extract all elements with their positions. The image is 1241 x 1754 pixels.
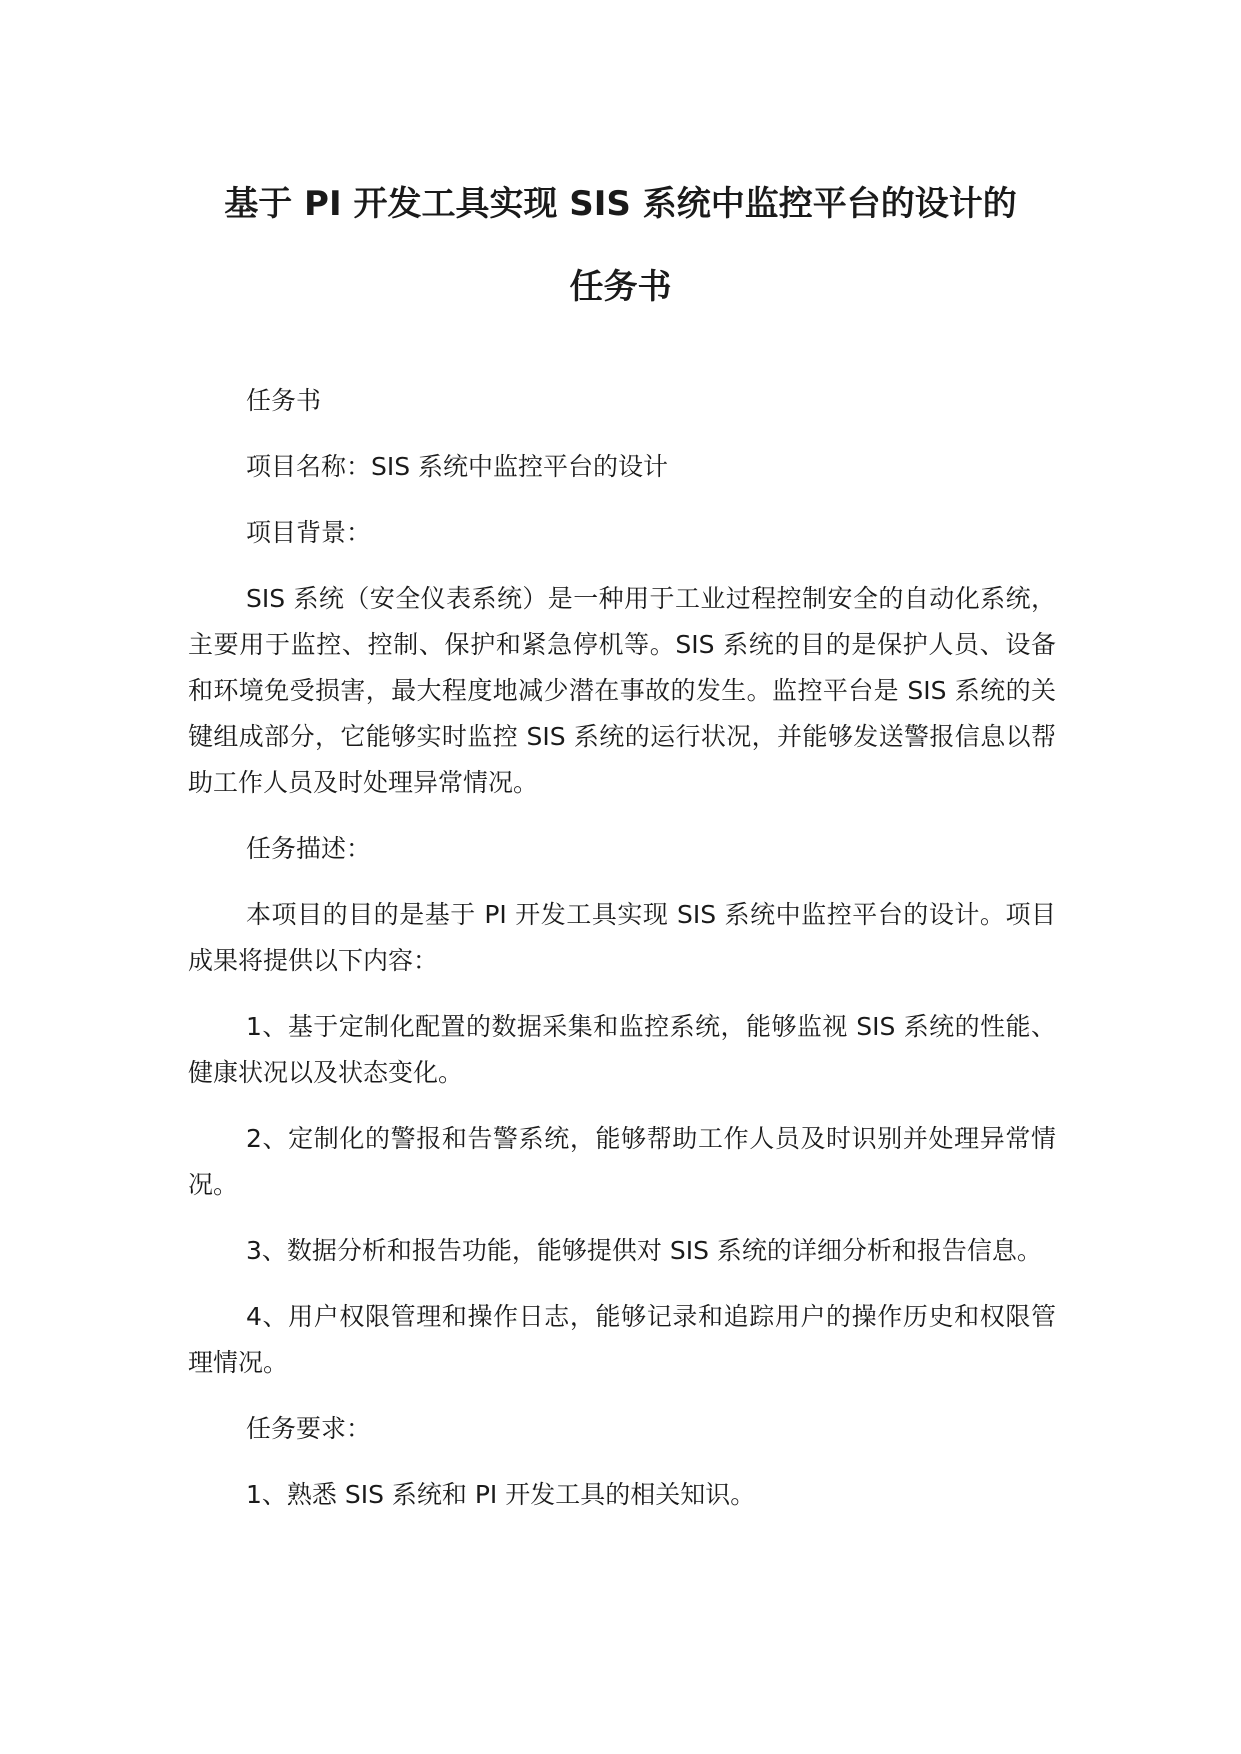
list-item-1: 1、基于定制化配置的数据采集和监控系统，能够监视 SIS 系统的性能、健康状况以及状态变化。 bbox=[188, 1012, 1056, 1087]
heading-task-requirements: 任务要求： bbox=[246, 1414, 372, 1443]
heading-project-background: 项目背景： bbox=[246, 518, 372, 547]
document-title-line-1: 基于 PI 开发工具实现 SIS 系统中监控平台的设计的 bbox=[224, 184, 1017, 224]
list-item-4: 4、用户权限管理和操作日志，能够记录和追踪用户的操作历史和权限管理情况。 bbox=[188, 1302, 1056, 1377]
paragraph-background: SIS 系统（安全仪表系统）是一种用于工业过程控制安全的自动化系统，主要用于监控、控制、保护和紧急停机等。SIS 系统的目的是保护人员、设备和环境免受损害，最大程度地减少潜在事故的发生。监控平台是 SIS 系统的关键组成部分，它能够实时监控 SIS 系统的运行状况，并能够发送警报信息以帮助工作人员及时处理异常情况。 bbox=[188, 584, 1056, 797]
document-body bbox=[188, 378, 1056, 1538]
document-title-line-2: 任务书 bbox=[569, 267, 672, 307]
heading-task-description: 任务描述： bbox=[246, 834, 372, 863]
requirement-item-1: 1、熟悉 SIS 系统和 PI 开发工具的相关知识。 bbox=[246, 1480, 756, 1509]
project-name: 项目名称：SIS 系统中监控平台的设计 bbox=[246, 452, 669, 481]
heading-task-book: 任务书 bbox=[246, 386, 322, 415]
list-item-2: 2、定制化的警报和告警系统，能够帮助工作人员及时识别并处理异常情况。 bbox=[188, 1124, 1056, 1199]
paragraph-description: 本项目的目的是基于 PI 开发工具实现 SIS 系统中监控平台的设计。项目成果将提供以下内容： bbox=[188, 900, 1056, 975]
list-item-3: 3、数据分析和报告功能，能够提供对 SIS 系统的详细分析和报告信息。 bbox=[246, 1236, 1042, 1265]
